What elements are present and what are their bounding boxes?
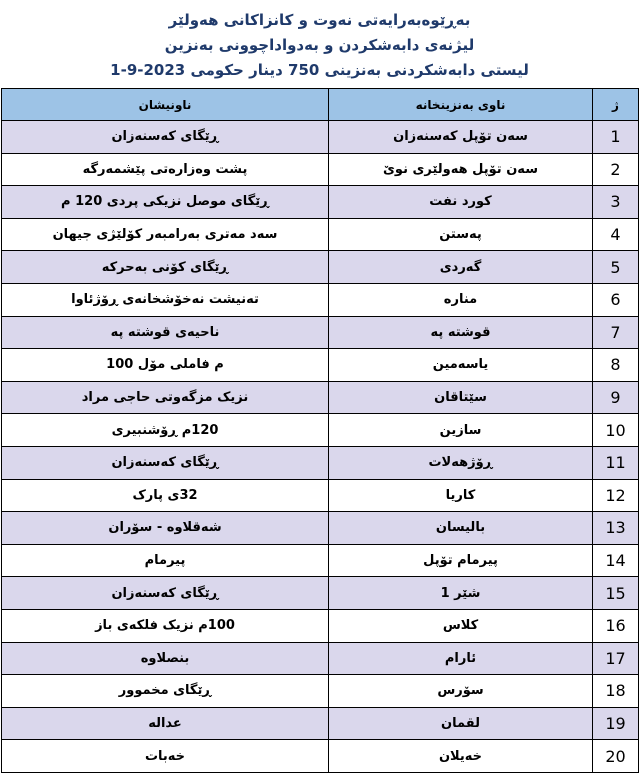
row-number-cell: 16	[593, 609, 639, 642]
column-header-number: ژ	[593, 89, 639, 121]
table-row	[2, 446, 639, 479]
table-row	[2, 381, 639, 414]
station-name-cell: گەردی	[329, 251, 593, 284]
row-number-cell: 13	[593, 512, 639, 545]
station-name-cell: منارە	[329, 283, 593, 316]
station-name-cell: خەیلان	[329, 740, 593, 773]
distribution-table-container	[1, 88, 638, 773]
header-title-directorate: بەڕێوەبەرایەتی نەوت و کانزاکانی هەولێر	[168, 11, 471, 29]
row-number-cell: 5	[593, 251, 639, 284]
station-name-cell: سەن تۆپل کەسنەزان	[329, 121, 593, 154]
row-number-cell: 20	[593, 740, 639, 773]
row-number-cell: 7	[593, 316, 639, 349]
row-number-cell: 15	[593, 577, 639, 610]
station-name-cell: پەستن	[329, 218, 593, 251]
table-row	[2, 707, 639, 740]
row-number-cell: 17	[593, 642, 639, 675]
station-address-cell: ڕێگای کەسنەزان	[2, 121, 329, 154]
row-number-cell: 1	[593, 121, 639, 154]
row-number-cell: 19	[593, 707, 639, 740]
station-address-cell: پیرمام	[2, 544, 329, 577]
table-row	[2, 642, 639, 675]
station-address-cell: سەد مەتری بەرامبەر کۆلێژی جیهان	[2, 218, 329, 251]
table-row	[2, 414, 639, 447]
station-name-cell: سۆرس	[329, 675, 593, 708]
station-name-cell: پیرمام تۆپل	[329, 544, 593, 577]
station-address-cell: ڕێگای کەسنەزان	[2, 446, 329, 479]
station-name-cell: سەن تۆپل هەولێری نوێ	[329, 153, 593, 186]
station-address-cell: 100م نزیک فلکەی باز	[2, 609, 329, 642]
table-row	[2, 675, 639, 708]
station-name-cell: ئارام	[329, 642, 593, 675]
station-address-cell: ڕێگای کەسنەزان	[2, 577, 329, 610]
station-name-cell: ڕۆژهەلات	[329, 446, 593, 479]
row-number-cell: 2	[593, 153, 639, 186]
table-row	[2, 283, 639, 316]
column-header-station: ناوی بەنزینخانە	[329, 89, 593, 121]
table-row	[2, 577, 639, 610]
table-row	[2, 218, 639, 251]
table-header-row	[2, 89, 639, 121]
table-row	[2, 544, 639, 577]
table-header	[2, 89, 639, 121]
table-row	[2, 251, 639, 284]
station-address-cell: عدالە	[2, 707, 329, 740]
row-number-cell: 6	[593, 283, 639, 316]
row-number-cell: 9	[593, 381, 639, 414]
table-row	[2, 512, 639, 545]
table-row	[2, 121, 639, 154]
row-number-cell: 4	[593, 218, 639, 251]
header-title-list: لیستی دابەشکردنی بەنزینی 750 دینار حکومی 2023-9-1	[110, 61, 529, 79]
station-name-cell: لقمان	[329, 707, 593, 740]
table-body	[2, 121, 639, 773]
table-row	[2, 186, 639, 219]
row-number-cell: 14	[593, 544, 639, 577]
station-address-cell: م فاملی مۆل 100	[2, 349, 329, 382]
station-name-cell: سازین	[329, 414, 593, 447]
table-row	[2, 349, 639, 382]
station-address-cell: ڕێگای مخموور	[2, 675, 329, 708]
station-name-cell: شێر 1	[329, 577, 593, 610]
station-address-cell: نزیک مزگەوتی حاجی مراد	[2, 381, 329, 414]
station-address-cell: پشت وەزارەتی پێشمەرگە	[2, 153, 329, 186]
station-address-cell: ناحیەی قوشتە پە	[2, 316, 329, 349]
row-number-cell: 8	[593, 349, 639, 382]
distribution-table	[1, 88, 639, 773]
row-number-cell: 12	[593, 479, 639, 512]
station-name-cell: کاریا	[329, 479, 593, 512]
table-row	[2, 740, 639, 773]
station-address-cell: ڕێگای موصل نزیکی پردی 120 م	[2, 186, 329, 219]
station-address-cell: خەبات	[2, 740, 329, 773]
station-address-cell: بنصلاوە	[2, 642, 329, 675]
table-row	[2, 609, 639, 642]
table-row	[2, 479, 639, 512]
row-number-cell: 18	[593, 675, 639, 708]
station-address-cell: 32ی پارک	[2, 479, 329, 512]
station-name-cell: بالیسان	[329, 512, 593, 545]
station-name-cell: قوشتە پە	[329, 316, 593, 349]
station-name-cell: کورد نفت	[329, 186, 593, 219]
row-number-cell: 3	[593, 186, 639, 219]
station-name-cell: یاسەمین	[329, 349, 593, 382]
station-address-cell: تەنیشت نەخۆشخانەی ڕۆژئاوا	[2, 283, 329, 316]
station-name-cell: سێتاقان	[329, 381, 593, 414]
row-number-cell: 10	[593, 414, 639, 447]
table-row	[2, 316, 639, 349]
station-address-cell: 120م ڕۆشنبیری	[2, 414, 329, 447]
station-address-cell: ڕێگای کۆنی بەحرکە	[2, 251, 329, 284]
header-title-committee: لیژنەی دابەشکردن و بەدواداچوونی بەنزین	[164, 36, 475, 54]
station-name-cell: کلاس	[329, 609, 593, 642]
table-row	[2, 153, 639, 186]
document-header	[0, 0, 639, 88]
column-header-address: ناونیشان	[2, 89, 329, 121]
row-number-cell: 11	[593, 446, 639, 479]
station-address-cell: شەقلاوە - سۆران	[2, 512, 329, 545]
